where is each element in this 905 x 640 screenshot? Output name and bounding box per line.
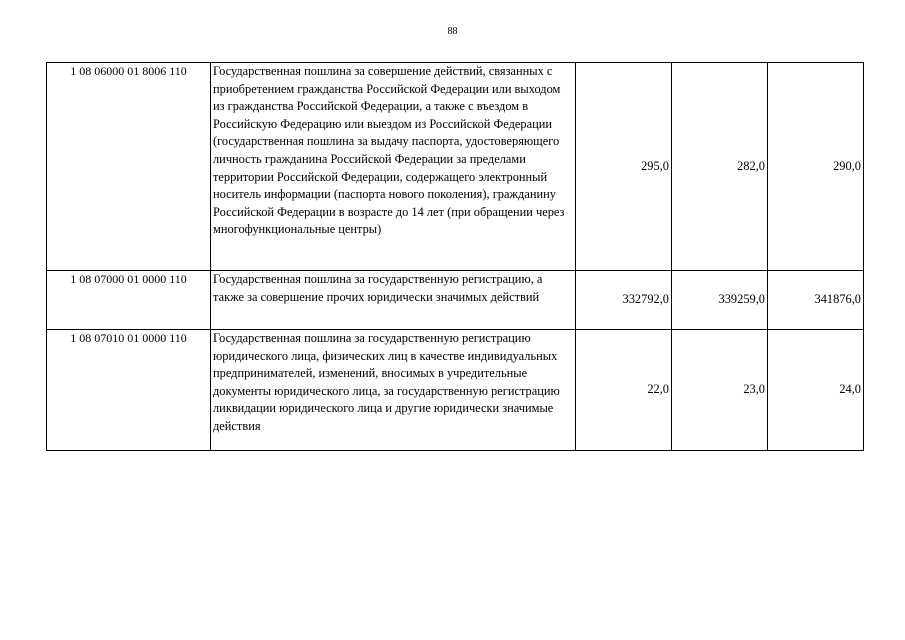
revenue-name: Государственная пошлина за государственную регистрацию юридического лица, физических лиц в качестве индивидуальных предпринимателей, изменений, вносимых в учредительные документы юридического лица, за государственную регистрацию ликвидации юридического лица и другие юридически значимые действия (211, 330, 576, 451)
value-year-2: 23,0 (672, 330, 768, 451)
value-year-3: 290,0 (768, 63, 864, 271)
value-year-3: 24,0 (768, 330, 864, 451)
value-year-2: 282,0 (672, 63, 768, 271)
budget-classification-code: 1 08 07000 01 0000 110 (47, 271, 211, 330)
table-row (47, 63, 864, 271)
budget-classification-code: 1 08 07010 01 0000 110 (47, 330, 211, 451)
value-year-3: 341876,0 (768, 271, 864, 330)
value-year-1: 332792,0 (576, 271, 672, 330)
revenue-name: Государственная пошлина за совершение действий, связанных с приобретением гражданства Российской Федерации или выходом из гражданства Российской Федерации, а также с въездом в Российскую Федерацию или выездом из Российской Федерации (государственная пошлина за выдачу паспорта, удостоверяющего личность гражданина Российской Федерации за пределами территории Российской Федерации, содержащего электронный носитель информации (паспорта нового поколения), гражданину Российской Федерации в возрасте до 14 лет (при обращении через многофункциональные центры) (211, 63, 576, 271)
value-year-2: 339259,0 (672, 271, 768, 330)
value-year-1: 22,0 (576, 330, 672, 451)
budget-classification-code: 1 08 06000 01 8006 110 (47, 63, 211, 271)
revenue-name: Государственная пошлина за государственную регистрацию, а также за совершение прочих юридически значимых действий (211, 271, 576, 330)
table-row (47, 271, 864, 330)
value-year-1: 295,0 (576, 63, 672, 271)
budget-revenue-table (46, 62, 864, 451)
page-number: 88 (447, 26, 458, 37)
table-row (47, 330, 864, 451)
